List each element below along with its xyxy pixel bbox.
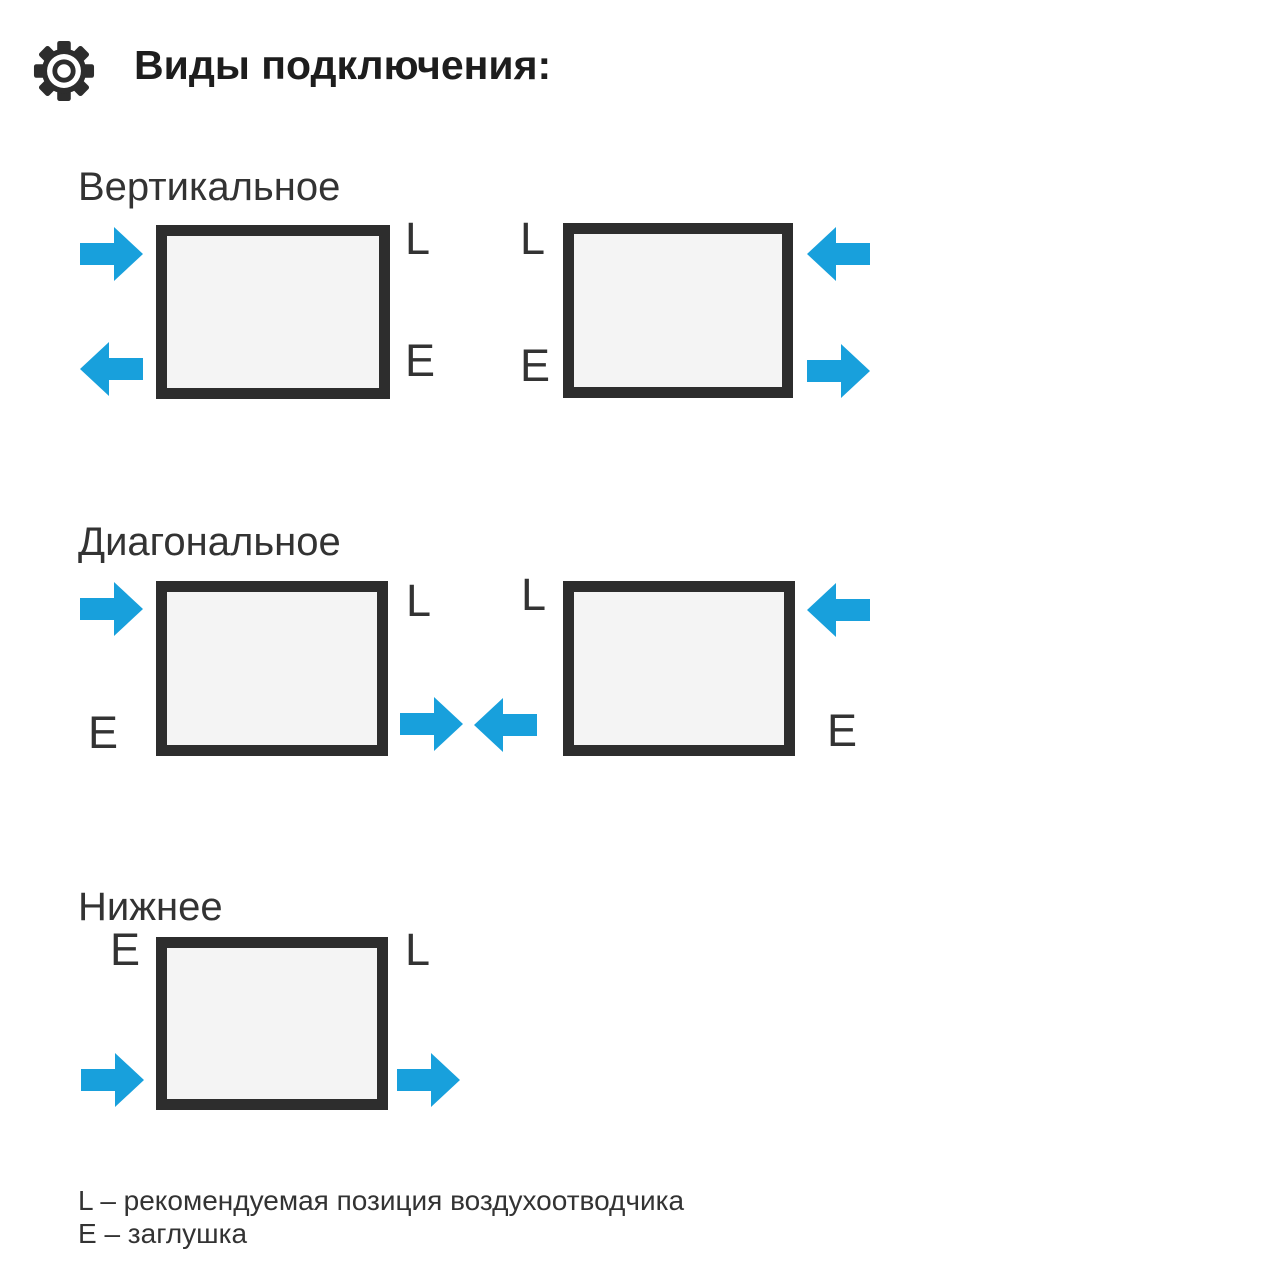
vertical-left-flow-out-arrow-icon [80, 342, 143, 396]
bottom-flow-out-arrow-icon [397, 1053, 460, 1107]
vertical-right-port-label-bottom: E [520, 340, 551, 391]
bottom-radiator [156, 937, 388, 1110]
section-title-vertical: Вертикальное [78, 165, 341, 209]
diagonal-left-port-label-bottom: E [88, 707, 119, 758]
diagonal-right-radiator [563, 581, 795, 756]
legend-line-air-vent: L – рекомендуемая позиция воздухоотводчика [78, 1185, 685, 1216]
diagonal-left-flow-in-arrow-icon [80, 582, 143, 636]
section-title-bottom: Нижнее [78, 885, 223, 929]
diagonal-right-port-label-bottom: E [827, 705, 858, 756]
gear-icon [33, 40, 95, 102]
legend-line-plug: E – заглушка [78, 1218, 248, 1249]
page-title: Виды подключения: [134, 42, 552, 88]
diagonal-right-flow-out-arrow-icon [474, 698, 537, 752]
vertical-right-flow-out-arrow-icon [807, 344, 870, 398]
bottom-flow-in-arrow-icon [81, 1053, 144, 1107]
vertical-left-port-label-top: L [405, 213, 431, 264]
diagonal-right-port-label-top: L [521, 569, 547, 620]
vertical-left-flow-in-arrow-icon [80, 227, 143, 281]
vertical-right-radiator [563, 223, 793, 398]
legend [78, 1184, 684, 1250]
diagonal-right-flow-in-arrow-icon [807, 583, 870, 637]
vertical-left-radiator [156, 225, 390, 399]
section-title-diagonal: Диагональное [78, 520, 341, 564]
bottom-port-label-top-right: L [405, 924, 431, 975]
bottom-port-label-top-left: E [110, 924, 141, 975]
vertical-left-port-label-bottom: E [405, 335, 436, 386]
diagonal-left-port-label-top: L [406, 575, 432, 626]
vertical-right-flow-in-arrow-icon [807, 227, 870, 281]
diagonal-left-radiator [156, 581, 388, 756]
vertical-right-port-label-top: L [520, 213, 546, 264]
diagonal-left-flow-out-arrow-icon [400, 697, 463, 751]
